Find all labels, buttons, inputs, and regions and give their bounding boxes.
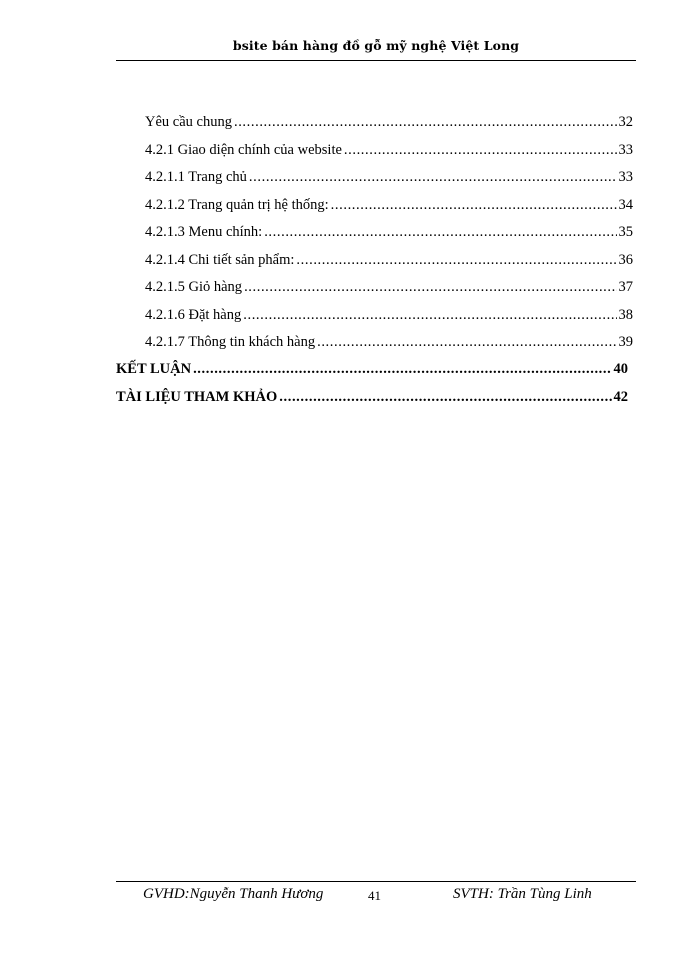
toc-entry-page: 32 <box>618 114 633 130</box>
running-header: bsite bán hàng đồ gỗ mỹ nghệ Việt Long <box>232 38 520 53</box>
toc-entry-page: 38 <box>618 307 633 323</box>
toc-entry-chapter <box>116 389 628 409</box>
toc-entry-label: 4.2.1.4 Chi tiết sản phẩm: <box>145 252 295 268</box>
toc-leader-dots <box>317 334 616 351</box>
toc-entry <box>145 307 633 327</box>
toc-entry-label: 4.2.1.5 Giỏ hàng <box>145 279 243 295</box>
toc-entry <box>145 142 633 162</box>
toc-entry-page: 42 <box>613 389 628 405</box>
footer-advisor: GVHD:Nguyễn Thanh Hương <box>143 886 324 902</box>
toc-entry <box>145 334 633 354</box>
footer-page-number: 41 <box>368 888 381 903</box>
toc-entry-chapter <box>116 361 628 381</box>
toc-leader-dots <box>243 307 616 324</box>
toc-entry-page: 34 <box>618 197 633 213</box>
toc-entry-label: KẾT LUẬN <box>116 361 192 377</box>
toc-entry-page: 35 <box>618 224 633 240</box>
footer-student: SVTH: Trần Tùng Linh <box>453 886 592 902</box>
toc-entry <box>145 197 633 217</box>
toc-leader-dots <box>344 142 617 159</box>
footer-rule <box>116 881 636 882</box>
toc-entry <box>145 169 633 189</box>
toc-entry-label: TÀI LIỆU THAM KHẢO <box>116 389 278 405</box>
toc-entry-page: 33 <box>618 142 633 158</box>
toc-entry-page: 40 <box>613 361 628 377</box>
toc-entry-label: 4.2.1.7 Thông tin khách hàng <box>145 334 316 350</box>
toc-entry <box>145 252 633 272</box>
toc-entry-label: 4.2.1.3 Menu chính: <box>145 224 263 240</box>
toc-entry-page: 36 <box>618 252 633 268</box>
toc-leader-dots <box>193 361 611 378</box>
toc-leader-dots <box>331 197 617 214</box>
toc-leader-dots <box>249 169 617 186</box>
toc-entry-page: 33 <box>618 169 633 185</box>
toc-entry <box>145 279 633 299</box>
toc-entry <box>145 224 633 244</box>
toc-entry-label: 4.2.1.2 Trang quản trị hệ thống: <box>145 197 329 213</box>
toc-entry-page: 39 <box>618 334 633 350</box>
toc-leader-dots <box>244 279 616 296</box>
toc-leader-dots <box>264 224 616 241</box>
toc-entry <box>145 114 633 134</box>
toc-entry-label: 4.2.1 Giao diện chính của website <box>145 142 342 158</box>
toc-entry-label: 4.2.1.6 Đặt hàng <box>145 307 242 323</box>
toc-entry-label: 4.2.1.1 Trang chủ <box>145 169 247 185</box>
toc-leader-dots <box>279 389 611 406</box>
toc-leader-dots <box>296 252 616 269</box>
toc-entry-label: Yêu cầu chung <box>145 114 232 130</box>
toc-entry-page: 37 <box>618 279 633 295</box>
toc-leader-dots <box>234 114 617 131</box>
